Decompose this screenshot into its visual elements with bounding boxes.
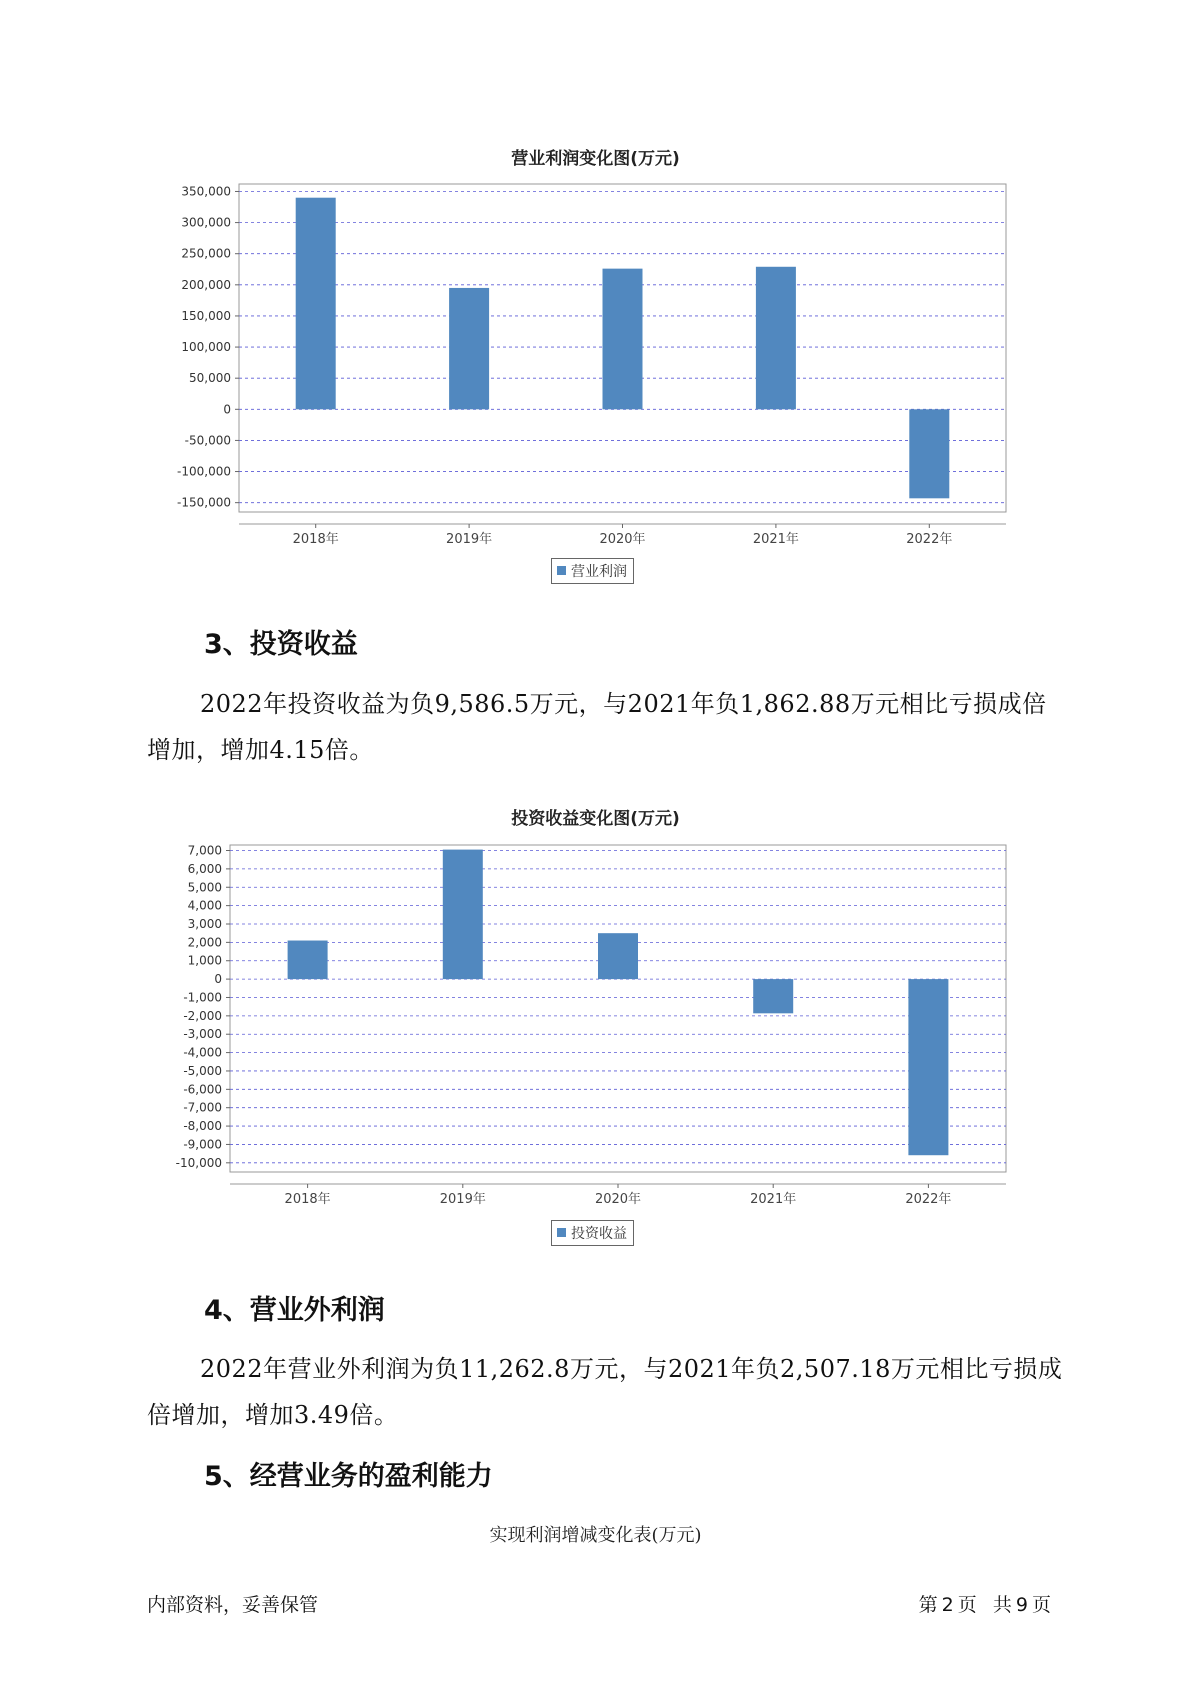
chart2-legend-label: 投资收益 — [571, 1226, 627, 1242]
legend-swatch — [557, 1228, 566, 1237]
chart2-xtick-label: 2022年 — [905, 1192, 952, 1207]
chart2-bar — [908, 979, 948, 1155]
chart2-ytick-label: -10,000 — [175, 1155, 222, 1170]
chart1-ytick-label: -50,000 — [184, 433, 231, 448]
chart2-ytick-label: -5,000 — [183, 1063, 222, 1078]
page-mid: 页 — [957, 1594, 977, 1616]
chart1-title: 营业利润变化图(万元) — [511, 149, 680, 169]
chart1-xtick-label: 2021年 — [752, 532, 799, 547]
section3-paragraph: 2022年投资收益为负9,586.5万元，与2021年负1,862.88万元相比亏损成倍增加，增加4.15倍。 — [147, 690, 1047, 764]
chart1-ytick-label: 350,000 — [181, 184, 231, 199]
total-suffix: 页 — [1031, 1594, 1051, 1616]
total-prefix: 共 — [992, 1594, 1012, 1616]
chart1-ytick-label: -150,000 — [177, 495, 231, 510]
chart2-bar — [443, 850, 483, 980]
chart2-ytick-label: -4,000 — [183, 1045, 222, 1060]
chart2-ytick-label: -2,000 — [183, 1008, 222, 1023]
section4-heading: 4、营业外利润 — [204, 1295, 385, 1326]
chart2-title: 投资收益变化图(万元) — [511, 809, 680, 829]
chart1-xtick-label: 2020年 — [599, 532, 646, 547]
chart2-ytick-label: 4,000 — [187, 898, 222, 913]
section5-heading: 5、经营业务的盈利能力 — [204, 1461, 493, 1492]
chart2-ytick-label: 7,000 — [187, 843, 222, 858]
chart1-ytick-label: 0 — [223, 402, 231, 417]
chart2-legend — [551, 1220, 634, 1246]
chart2-xtick-label: 2018年 — [284, 1192, 331, 1207]
chart1-ytick-label: 50,000 — [189, 371, 231, 386]
chart1-ytick-label: 100,000 — [181, 340, 231, 355]
footer-confidential: 内部资料，妥善保管 — [147, 1594, 319, 1616]
chart2-ytick-label: 3,000 — [187, 916, 222, 931]
chart2-ytick-label: -1,000 — [183, 990, 222, 1005]
page-prefix: 第 — [918, 1594, 938, 1616]
chart2-ytick-label: 0 — [214, 972, 222, 987]
chart2-bar — [598, 933, 638, 979]
table-caption: 实现利润增减变化表(万元) — [489, 1525, 702, 1546]
section4-paragraph: 2022年营业外利润为负11,262.8万元，与2021年负2,507.18万元相比亏损成倍增加，增加3.49倍。 — [147, 1355, 1063, 1429]
chart2-bar — [288, 941, 328, 980]
total-num: 9 — [1015, 1594, 1028, 1616]
chart2-xtick-label: 2019年 — [439, 1192, 486, 1207]
chart1-xtick-label: 2019年 — [446, 532, 493, 547]
chart2-ytick-label: -9,000 — [183, 1137, 222, 1152]
chart2-xtick-label: 2021年 — [750, 1192, 797, 1207]
section3-heading: 3、投资收益 — [204, 629, 358, 660]
chart1-legend-label: 营业利润 — [571, 564, 627, 580]
chart2-ytick-label: 6,000 — [187, 861, 222, 876]
chart2-ytick-label: -8,000 — [183, 1119, 222, 1134]
page-number — [917, 1590, 1053, 1617]
chart1-ytick-label: -100,000 — [177, 464, 231, 479]
chart2-ytick-label: -6,000 — [183, 1082, 222, 1097]
chart2-ytick-label: -3,000 — [183, 1027, 222, 1042]
chart2-ytick-label: -7,000 — [183, 1100, 222, 1115]
chart2-ytick-label: 1,000 — [187, 953, 222, 968]
chart1-xtick-label: 2018年 — [292, 532, 339, 547]
chart2-xtick-label: 2020年 — [594, 1192, 642, 1207]
chart1-ytick-label: 250,000 — [181, 246, 231, 261]
chart1-ytick-label: 150,000 — [181, 308, 231, 323]
chart2-bar — [753, 979, 793, 1013]
chart1-ytick-label: 200,000 — [181, 277, 231, 292]
chart2-plot-area — [230, 845, 1006, 1172]
chart1-ytick-label: 300,000 — [181, 215, 231, 230]
chart2-ytick-label: 2,000 — [187, 935, 222, 950]
chart2-ytick-label: 5,000 — [187, 880, 222, 895]
page-num: 2 — [941, 1594, 954, 1616]
chart1-xtick-label: 2022年 — [906, 532, 953, 547]
